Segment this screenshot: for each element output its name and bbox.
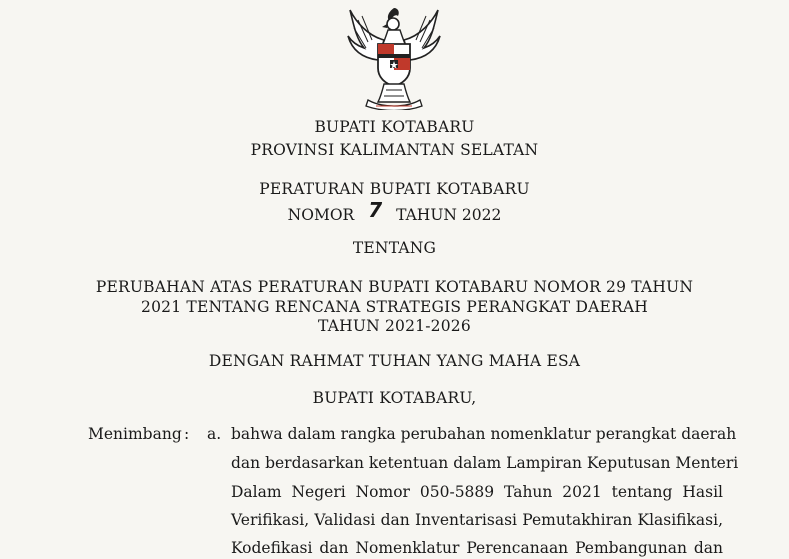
- nomor-label: NOMOR: [287, 206, 355, 224]
- menimbang-text-line: dan berdasarkan ketentuan dalam Lampiran Keputusan Menteri: [231, 454, 739, 472]
- subject-line-1: PERUBAHAN ATAS PERATURAN BUPATI KOTABARU NOMOR 29 TAHUN: [95, 278, 694, 296]
- menimbang-text-line: Verifikasi, Validasi dan Inventarisasi Pemutakhiran Klasifikasi,: [231, 511, 723, 529]
- menimbang-label: Menimbang: [88, 425, 182, 443]
- subject-line-3: TAHUN 2021-2026: [318, 317, 471, 335]
- tentang-heading: TENTANG: [352, 239, 437, 257]
- menimbang-text-line: bahwa dalam rangka perubahan nomenklatur perangkat daerah: [231, 425, 737, 443]
- menimbang-text-line: Dalam Negeri Nomor 050-5889 Tahun 2021 tentang Hasil: [231, 483, 723, 501]
- item-letter-a: a.: [207, 425, 222, 443]
- authority-line: BUPATI KOTABARU,: [312, 389, 477, 407]
- garuda-emblem-icon: [338, 2, 450, 110]
- preamble: DENGAN RAHMAT TUHAN YANG MAHA ESA: [208, 352, 581, 370]
- header-line-1: BUPATI KOTABARU: [314, 118, 475, 136]
- header-line-2: PROVINSI KALIMANTAN SELATAN: [250, 141, 539, 159]
- regulation-number-line: [0, 198, 789, 225]
- menimbang-colon: :: [184, 425, 190, 443]
- menimbang-text-line: Kodefikasi dan Nomenklatur Perencanaan Pembangunan dan: [231, 539, 723, 557]
- tahun-label: TAHUN 2022: [396, 206, 502, 224]
- regulation-title: PERATURAN BUPATI KOTABARU: [259, 180, 530, 198]
- subject-line-2: 2021 TENTANG RENCANA STRATEGIS PERANGKAT DAERAH: [141, 298, 648, 316]
- nomor-value-handwritten: 7: [368, 198, 383, 222]
